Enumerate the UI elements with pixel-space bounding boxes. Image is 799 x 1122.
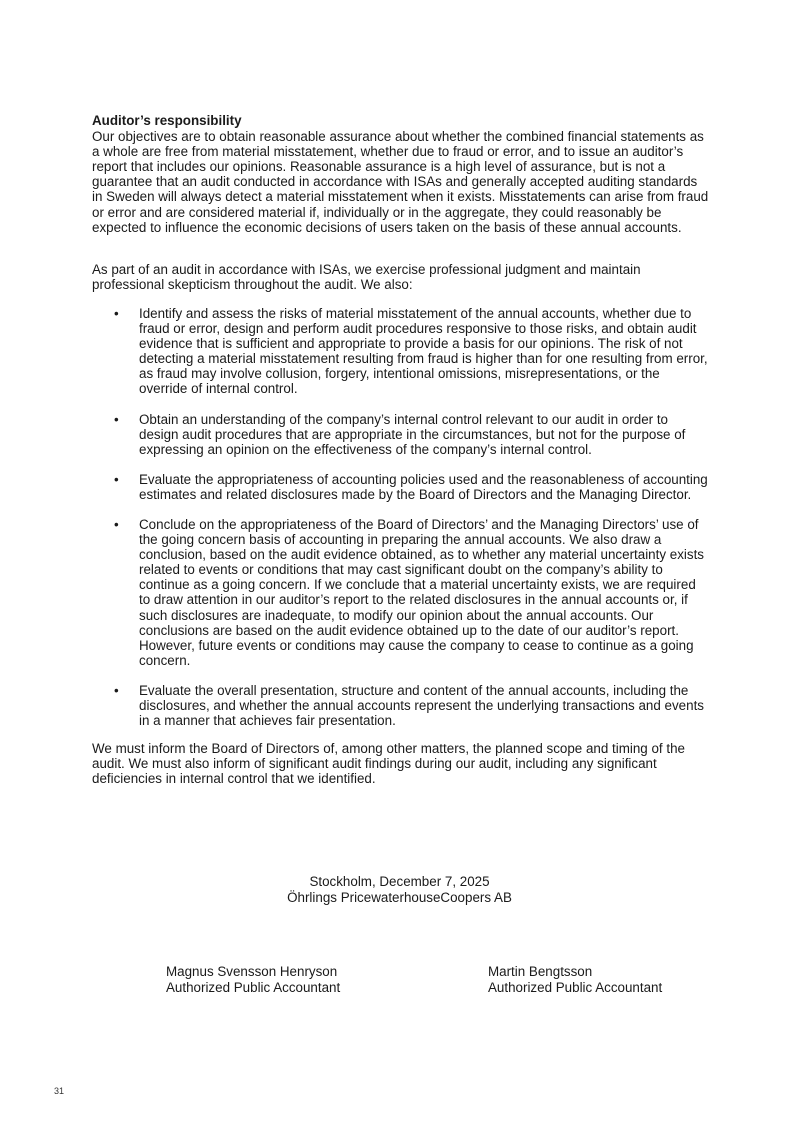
inform-board-paragraph: We must inform the Board of Directors of, among other matters, the planned scope and timing of the audit. We must also inform of significant audit findings during our audit, including any significant deficiencies in internal control that we identified. [92, 741, 685, 787]
signer-left [166, 964, 340, 996]
list-item-text: Evaluate the overall presentation, structure and content of the annual accounts, including the disclosures, and whether the annual accounts represent the underlying transactions and events in a manner that achieves fair presentation. [139, 682, 704, 729]
place-date: Stockholm, December 7, 2025 [309, 874, 490, 889]
section-heading: Auditor’s responsibility [92, 113, 242, 128]
list-item [92, 683, 710, 728]
audit-firm-name: Öhrlings PricewaterhouseCoopers AB [287, 890, 512, 905]
signer-title: Authorized Public Accountant [488, 980, 663, 995]
list-item-text: Obtain an understanding of the company’s internal control relevant to our audit in order to design audit procedures that are appropriate in the circumstances, but not for the purpose of expressing an opinion on the effectiveness of the company’s internal control. [139, 411, 686, 457]
list-item [92, 517, 710, 668]
list-item [92, 412, 710, 457]
list-item [92, 472, 710, 502]
bullet-icon: • [114, 471, 119, 487]
bullet-icon: • [114, 682, 119, 698]
audit-procedures-list [92, 306, 710, 728]
signoff-block [0, 874, 799, 906]
list-item [92, 306, 710, 397]
bullet-icon: • [114, 305, 119, 321]
signer-name: Martin Bengtsson [488, 964, 593, 979]
auditors-responsibility-section [92, 113, 710, 786]
bullet-icon: • [114, 411, 119, 427]
bullet-icon: • [114, 516, 119, 532]
audit-approach-paragraph: As part of an audit in accordance with ISAs, we exercise professional judgment and maintain professional skepticism throughout the audit. We also: [92, 261, 641, 292]
signer-title: Authorized Public Accountant [166, 980, 341, 995]
list-item-text: Evaluate the appropriateness of accounting policies used and the reasonableness of accounting estimates and related disclosures made by the Board of Directors and the Managing Director. [139, 471, 708, 502]
signer-name: Magnus Svensson Henryson [166, 964, 338, 979]
list-item-text: Identify and assess the risks of material misstatement of the annual accounts, whether due to fraud or error, design and perform audit procedures responsive to those risks, and obtain audit evidence that is sufficient and appropriate to provide a basis for our opinions. The risk of not detecting a material misstatement resulting from fraud is higher than for one resulting from error, as fraud may involve collusion, forgery, intentional omissions, misrepresentations, or the override of internal control. [139, 305, 708, 397]
list-item-text: Conclude on the appropriateness of the Board of Directors’ and the Managing Directors’ use of the going concern basis of accounting in preparing the annual accounts. We also draw a conclusion, based on the audit evidence obtained, as to whether any material uncertainty exists related to events or conditions that may cast significant doubt on the company’s ability to continue as a going concern. If we conclude that a material uncertainty exists, we are required to draw attention in our auditor’s report to the related disclosures in the annual accounts or, if such disclosures are inadequate, to modify our opinion about the annual accounts. Our conclusions are based on the audit evidence obtained up to the date of our auditor’s report. However, future events or conditions may cause the company to cease to continue as a going concern. [139, 516, 704, 668]
signer-right [488, 964, 662, 996]
objectives-paragraph: Our objectives are to obtain reasonable assurance about whether the combined financial statements as a whole are free from material misstatement, whether due to fraud or error, and to issue an auditor’s report that includes our opinions. Reasonable assurance is a high level of assurance, but is not a guarantee that an audit conducted in accordance with ISAs and generally accepted auditing standards in Sweden will always detect a material misstatement when it exists. Misstatements can arise from fraud or error and are considered material if, individually or in the aggregate, they could reasonably be expected to influence the economic decisions of users taken on the basis of these annual accounts. [92, 129, 709, 235]
page-number: 31 [54, 1086, 65, 1096]
